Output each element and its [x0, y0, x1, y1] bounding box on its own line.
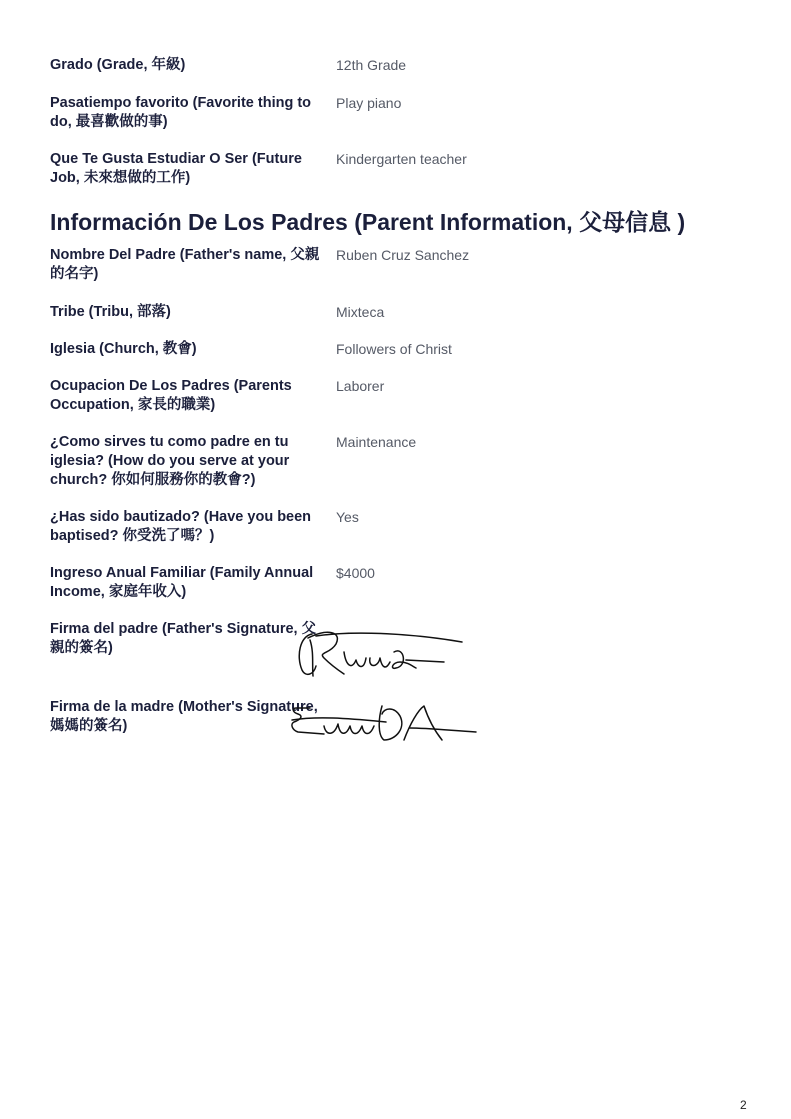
field-label: Tribe (Tribu, 部落)	[50, 304, 171, 320]
mother-signature-image	[286, 700, 486, 752]
field-label: Grado (Grade, 年級)	[50, 57, 186, 73]
field-value: Yes	[336, 509, 359, 525]
field-value: Laborer	[336, 378, 385, 394]
field-value: Maintenance	[336, 434, 417, 450]
field-value: Followers of Christ	[336, 341, 452, 357]
section-heading-parent-information: Información De Los Padres (Parent Information, 父母信息 )	[50, 209, 686, 235]
field-label: Iglesia (Church, 教會)	[50, 341, 197, 357]
field-label: Ocupacion De Los Padres (Parents Occupation, 家長的職業)	[50, 378, 292, 413]
field-label: ¿Has sido bautizado? (Have you been baptised? 你受洗了嗎？)	[50, 509, 312, 544]
field-value: Play piano	[336, 95, 402, 111]
field-value: Kindergarten teacher	[336, 151, 467, 167]
page-number: 2	[740, 1098, 747, 1112]
field-value: 12th Grade	[336, 57, 407, 73]
field-label: Que Te Gusta Estudiar O Ser (Future Job, 未來想做的工作)	[50, 151, 302, 186]
field-label: Firma del padre (Father's Signature, 父親的簽名)	[50, 621, 317, 656]
field-label: Firma de la madre (Mother's Signature, 媽媽的簽名)	[50, 699, 318, 734]
field-value: $4000	[336, 565, 375, 581]
field-label: Pasatiempo favorito (Favorite thing to do, 最喜歡做的事)	[50, 95, 312, 130]
field-label: Ingreso Anual Familiar (Family Annual Income, 家庭年收入)	[50, 565, 314, 600]
field-value: Ruben Cruz Sanchez	[336, 247, 470, 263]
field-value: Mixteca	[336, 304, 385, 320]
field-label: Nombre Del Padre (Father's name, 父親的名字)	[50, 247, 320, 282]
field-label: ¿Como sirves tu como padre en tu iglesia? (How do you serve at your church? 你如何服務你的教會?)	[50, 434, 290, 488]
father-signature-image	[286, 622, 476, 684]
